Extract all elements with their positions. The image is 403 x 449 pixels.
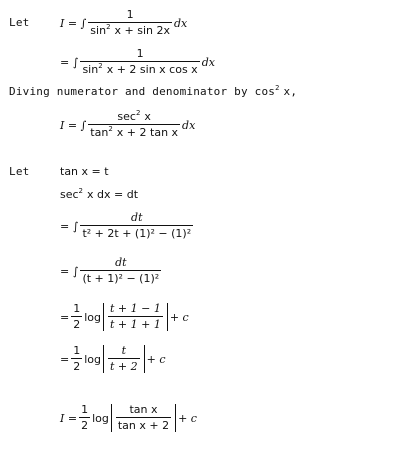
dx: dx xyxy=(201,55,215,69)
final-equation xyxy=(60,398,197,438)
log: log xyxy=(84,310,101,324)
numerator: 1 xyxy=(73,344,81,357)
fraction-6 xyxy=(108,303,163,331)
half xyxy=(71,345,82,373)
fraction-final xyxy=(116,404,171,432)
fraction-1 xyxy=(88,9,172,37)
integral-lhs: I = ∫ xyxy=(60,16,87,30)
equals-integral: = ∫ xyxy=(60,264,79,278)
denominator: t + 2 xyxy=(110,360,138,373)
log: log xyxy=(84,352,101,366)
dx: dx xyxy=(174,16,188,30)
equation-line-6 xyxy=(60,298,189,336)
final-lhs: I = xyxy=(60,411,78,425)
equation-line-4 xyxy=(60,206,195,246)
denominator: t² + 2t + (1)² − (1)² xyxy=(82,227,192,240)
constant: + c xyxy=(169,310,189,324)
dividing-sentence: Diving numerator and denominator by $\cos^2 x$, xyxy=(9,84,298,98)
numerator: tan x xyxy=(129,403,158,416)
equals: = xyxy=(60,352,70,366)
half xyxy=(71,303,82,331)
half xyxy=(79,404,90,432)
equation-line-2 xyxy=(60,44,215,80)
numerator: dt xyxy=(131,211,143,224)
denominator: $\sin^2 x + 2$ sin x cos x xyxy=(82,62,198,76)
fraction-3 xyxy=(88,111,180,139)
fraction-2 xyxy=(80,48,199,76)
constant: + c xyxy=(146,352,166,366)
equation-line-1 xyxy=(60,4,187,42)
let-label-1: Let xyxy=(9,16,30,29)
equals: = xyxy=(60,310,70,324)
fraction-4 xyxy=(80,212,193,240)
numerator: t + 1 − 1 xyxy=(110,302,161,315)
equals-integral: = ∫ xyxy=(60,219,79,233)
constant: + c xyxy=(178,411,197,425)
numerator: t xyxy=(121,344,127,357)
denominator: t + 1 + 1 xyxy=(110,318,161,331)
denominator: $\sin^2 x + \sin 2x$ xyxy=(90,23,171,37)
fraction-7 xyxy=(108,345,140,373)
denominator: $\tan^2 x + 2$ tan x xyxy=(90,125,179,139)
denominator: 2 xyxy=(81,419,89,432)
log: log xyxy=(92,411,109,425)
equals-integral: = ∫ xyxy=(60,55,79,69)
let-label-2: Let xyxy=(9,165,30,178)
absolute-value xyxy=(103,303,168,331)
substitution-line-2: $\sec^2 x$ dx = dt xyxy=(60,187,139,201)
numerator: dt xyxy=(115,256,127,269)
absolute-value xyxy=(103,345,145,373)
denominator: 2 xyxy=(73,318,81,331)
numerator: $\sec^2 x$ xyxy=(117,109,151,123)
equation-line-3 xyxy=(60,106,195,144)
fraction-5 xyxy=(80,257,161,285)
denominator: 2 xyxy=(73,360,81,373)
equation-line-5 xyxy=(60,251,163,291)
denominator: tan x + 2 xyxy=(117,419,170,432)
numerator: 1 xyxy=(73,302,81,315)
absolute-value xyxy=(111,404,176,432)
dx: dx xyxy=(182,118,196,132)
numerator: 1 xyxy=(126,8,134,21)
numerator: 1 xyxy=(136,47,144,60)
integral-lhs: I = ∫ xyxy=(60,118,87,132)
substitution-line-1: tan x = t xyxy=(60,165,109,178)
denominator: (t + 1)² − (1)² xyxy=(82,272,160,285)
numerator: 1 xyxy=(81,403,89,416)
equation-line-7 xyxy=(60,340,166,378)
